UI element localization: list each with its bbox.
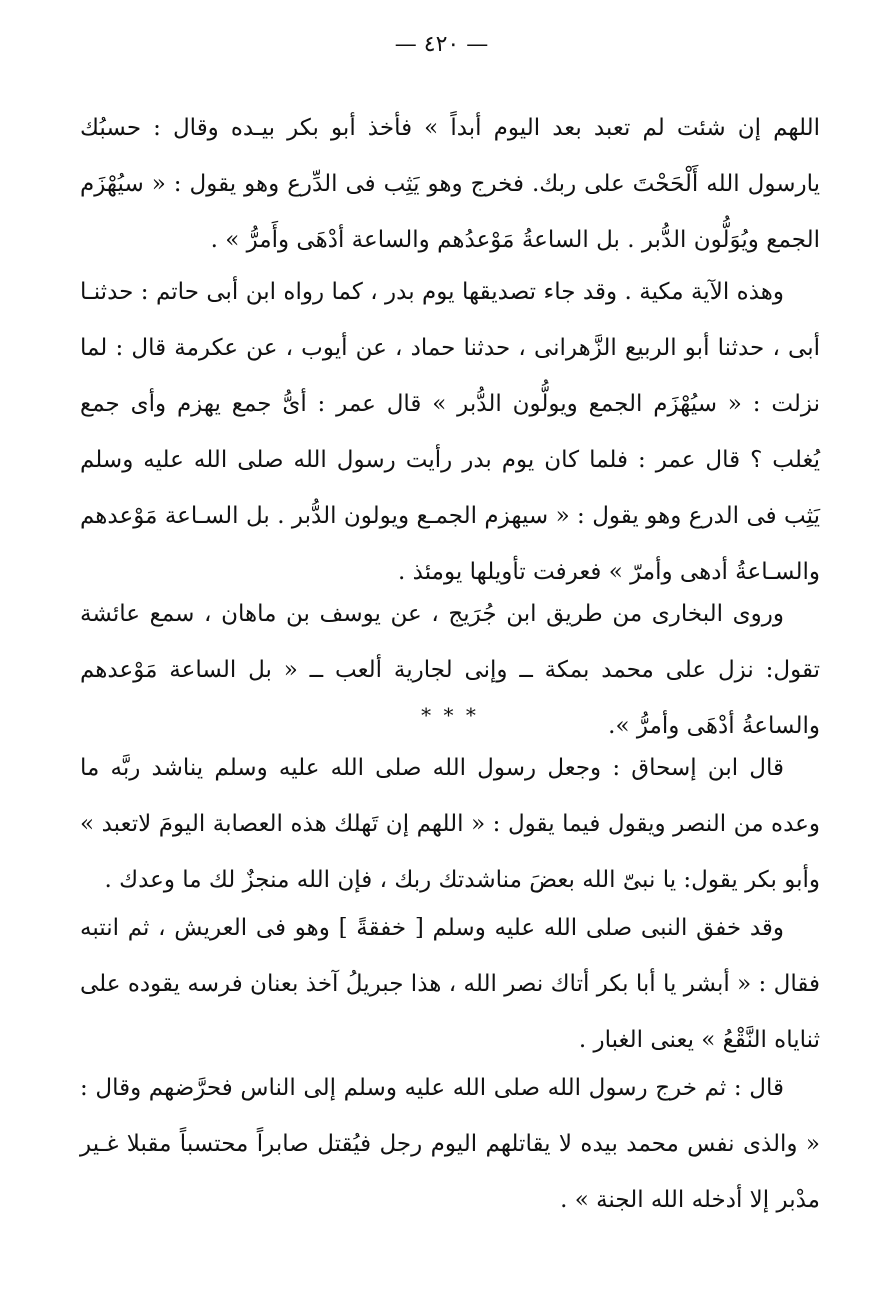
paragraph-3: وروى البخارى من طريق ابن جُرَيج ، عن يوسف بن ماهان ، سمع عائشة تقول: نزل على محمد بمكة ــ وإنى لجارية ألعب ــ « بل الساعة مَوْعدهم والساعةُ أدْهَى وأمرُّ ».	[80, 601, 820, 739]
paragraph-6: قال : ثم خرج رسول الله صلى الله عليه وسلم إلى الناس فحرَّضهم وقال : « والذى نفس محمد بيده لا يقاتلهم اليوم رجل فيُقتل صابراً محتسباً مقبلا غـير مدْبر إلا أدخله الله الجنة » .	[80, 1075, 820, 1213]
paragraph-4: قال ابن إسحاق : وجعل رسول الله صلى الله عليه وسلم يناشد ربَّه ما وعده من النصر ويقول فيما يقول : « اللهم إن تَهلك هذه العصابة اليومَ لاتعبد » وأبو بكر يقول: يا نبىّ الله بعضَ مناشدتك ربك ، فإن الله منجزٌ لك ما وعدك .	[80, 755, 820, 893]
section-separator: * * *	[421, 703, 479, 727]
page-number: — ٤٢٠ —	[394, 32, 489, 57]
paragraph-1: اللهم إن شئت لم تعبد بعد اليوم أبداً » فأخذ أبو بكر بيـده وقال : حسبُك يارسول الله أَلْحَحْتَ على ربك. فخرج وهو يَثِب فى الدِّرع وهو يقول : « سيُهْزَم الجمع ويُوَلُّون الدُّبر . بل الساعةُ مَوْعدُهم والساعة أدْهَى وأَمرُّ » .	[80, 115, 820, 253]
paragraph-5: وقد خفق النبى صلى الله عليه وسلم [ خفقةً ] وهو فى العريش ، ثم انتبه فقال : « أبشر يا أبا بكر أتاك نصر الله ، هذا جبريلُ آخذ بعنان فرسه يقوده على ثناياه النَّقْعُ » يعنى الغبار .	[80, 915, 820, 1053]
paragraph-2: وهذه الآية مكية . وقد جاء تصديقها يوم بدر ، كما رواه ابن أبى حاتم : حدثنـا أبى ، حدثنا أبو الربيع الزَّهرانى ، حدثنا حماد ، عن أيوب ، عن عكرمة قال : لما نزلت : « سيُهْزَم الجمع ويولُّون الدُّبر » قال عمر : أىُّ جمع يهزم وأى جمع يُغلب ؟ قال عمر : فلما كان يوم بدر رأيت رسول الله صلى الله عليه وسلم يَثِب فى الدرع وهو يقول : « سيهزم الجمـع ويولون الدُّبر . بل السـاعة مَوْعدهم والسـاعةُ أدهى وأمرّ » فعرفت تأويلها يومئذ .	[80, 279, 820, 585]
